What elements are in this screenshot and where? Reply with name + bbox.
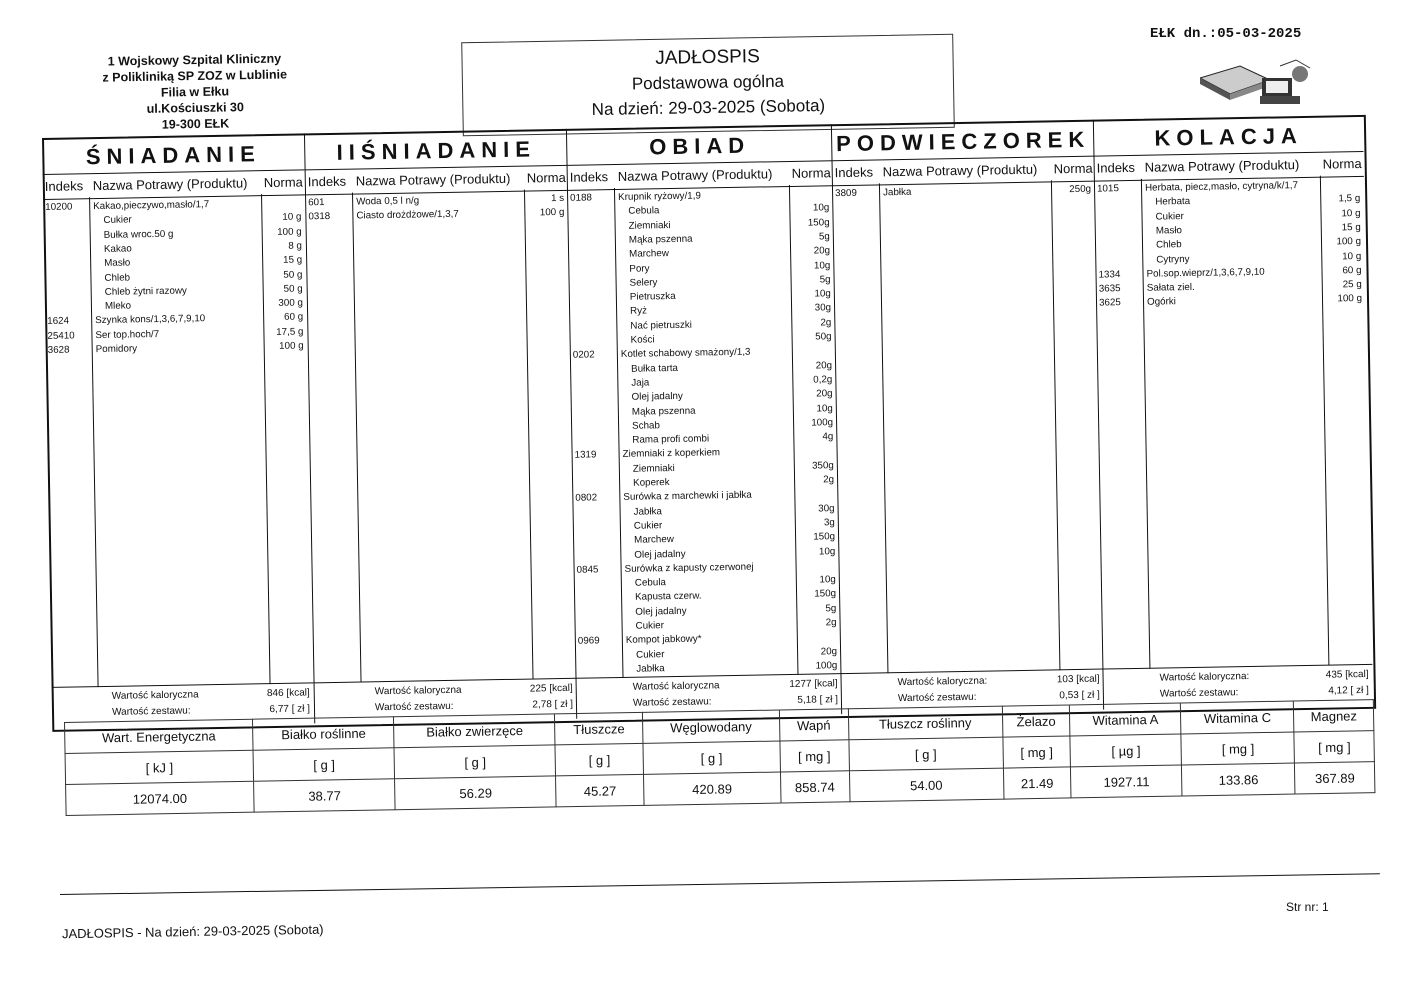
row-name: Ziemniaki xyxy=(628,219,671,232)
nutrient-name: Białko zwierzęce xyxy=(394,714,556,748)
row-norm: 50 g xyxy=(283,283,303,295)
diet-name: Podstawowa ogólna xyxy=(631,71,785,94)
row-norm: 50g xyxy=(815,331,832,343)
row-name: Kompot jabkowy* xyxy=(625,633,702,647)
hospital-line: Filia w Ełku xyxy=(160,84,230,100)
nutrient-value: 1927.11 xyxy=(1071,765,1182,798)
nutrient-unit: [ µg ] xyxy=(1070,734,1181,767)
row-norm: 1 s xyxy=(550,192,565,205)
row-name: Cukier xyxy=(1155,210,1184,223)
kcal-value: 1277 [kcal] xyxy=(789,678,838,691)
row-norm: 3g xyxy=(823,517,835,529)
header-norm: Norma xyxy=(791,165,831,181)
row-name: Pietruszka xyxy=(629,291,676,303)
footer-text: JADŁOSPIS - Na dzień: 29-03-2025 (Sobota) xyxy=(61,921,324,942)
nutrient-unit: [ g ] xyxy=(849,737,1004,771)
row-name: Kości xyxy=(630,334,655,346)
header-norm: Norma xyxy=(1322,155,1362,172)
row-norm: 2g xyxy=(823,474,835,486)
row-index: 1319 xyxy=(574,449,597,462)
column-divider xyxy=(352,193,362,683)
row-index: 3625 xyxy=(1098,297,1121,309)
kcal-value: 225 [kcal] xyxy=(529,682,573,695)
row-name: Jaja xyxy=(631,377,650,389)
row-norm: 15 g xyxy=(283,254,303,266)
meal-column xyxy=(1093,115,1373,710)
nutrient-unit: [ mg ] xyxy=(780,740,850,772)
row-norm: 10g xyxy=(816,402,833,415)
kcal-label: Wartość kaloryczna xyxy=(632,680,720,693)
row-norm: 10 g xyxy=(1341,207,1361,219)
row-norm: 100 g xyxy=(277,226,302,238)
row-name: Jabłka xyxy=(636,663,665,675)
row-norm: 100g xyxy=(815,660,838,672)
column-divider xyxy=(524,190,534,680)
row-name: Marchew xyxy=(629,248,669,260)
row-name: Jabłka xyxy=(633,505,663,518)
nutrient-unit: [ mg ] xyxy=(1294,731,1374,763)
menu-table xyxy=(42,115,1374,738)
row-name: Kotlet schabowy smażony/1,3 xyxy=(620,346,751,361)
nutrient-value: 420.89 xyxy=(644,772,781,805)
row-norm: 30g xyxy=(818,502,835,515)
row-norm: 30g xyxy=(814,302,832,314)
row-name: Ziemniaki z koperkiem xyxy=(622,447,721,461)
kcal-label: Wartość kaloryczna xyxy=(374,684,462,698)
row-name: Woda 0,5 l n/g xyxy=(356,195,420,208)
meal-column xyxy=(831,120,1104,715)
nutrient-unit: [ g ] xyxy=(394,745,556,779)
cost-label: Wartość zestawu: xyxy=(111,705,191,718)
row-name: Ogórki xyxy=(1146,296,1176,309)
header-norm: Norma xyxy=(526,169,566,186)
row-name: Masło xyxy=(1155,225,1183,237)
header-index: Indeks xyxy=(1096,159,1136,176)
row-norm: 60 g xyxy=(1342,264,1362,277)
row-index: 0188 xyxy=(570,192,593,204)
kcal-label: Wartość kaloryczna xyxy=(111,689,199,702)
row-norm: 20g xyxy=(813,245,831,257)
row-norm: 2g xyxy=(825,617,837,629)
row-norm: 20g xyxy=(816,388,833,400)
row-index: 3628 xyxy=(47,344,70,356)
row-name: Marchew xyxy=(634,534,674,546)
row-norm: 150g xyxy=(813,531,836,543)
row-norm: 10 g xyxy=(1342,250,1362,262)
row-norm: 100 g xyxy=(1337,293,1363,305)
nutrient-value: 38.77 xyxy=(254,779,396,812)
row-norm: 5g xyxy=(819,274,831,286)
row-index: 3809 xyxy=(834,187,857,200)
row-name: Cukier xyxy=(636,648,665,661)
row-name: Cukier xyxy=(103,214,132,227)
nutrient-value: 45.27 xyxy=(556,774,644,807)
row-name: Surówka z kapusty czerwonej xyxy=(624,561,754,575)
row-name: Ser top.hoch/7 xyxy=(95,328,160,341)
header-norm: Norma xyxy=(1053,160,1093,177)
row-name: Kakao,pieczywo,masło/1,7 xyxy=(93,199,210,213)
cost-value: 6,77 [ zł ] xyxy=(269,703,311,716)
column-header xyxy=(43,169,305,200)
row-norm: 300 g xyxy=(278,297,304,309)
row-name: Herbata, piecz,masło, cytryna/k/1,7 xyxy=(1144,180,1299,194)
nutrient-unit: [ g ] xyxy=(643,741,780,774)
row-norm: 10 g xyxy=(282,211,302,224)
nutrient-value: 56.29 xyxy=(395,776,557,810)
header-name: Nazwa Potrawy (Produktu) xyxy=(355,170,511,189)
row-norm: 10g xyxy=(812,202,830,214)
row-norm: 17,5 g xyxy=(276,326,304,338)
row-index: 10200 xyxy=(45,201,73,213)
row-name: Olej jadalny xyxy=(634,548,686,561)
row-name: Pol.sop.wieprz/1,3,6,7,9,10 xyxy=(1146,266,1265,280)
cost-value: 5,18 [ zł ] xyxy=(797,694,839,706)
row-index: 0802 xyxy=(575,492,598,505)
row-norm: 100 g xyxy=(539,207,565,219)
row-norm: 5g xyxy=(825,602,837,615)
header-index: Indeks xyxy=(834,164,874,181)
nutrient-unit: [ kJ ] xyxy=(65,750,254,784)
row-name: Cebula xyxy=(634,577,667,589)
row-name: Ziemniaki xyxy=(632,462,675,475)
row-norm: 50 g xyxy=(283,268,303,281)
row-name: Cytryny xyxy=(1156,253,1190,266)
hospital-line: ul.Kościuszki 30 xyxy=(146,100,245,116)
row-name: Chleb żytni razowy xyxy=(104,285,188,298)
cost-label: Wartość zestawu: xyxy=(374,700,454,714)
row-index: 0202 xyxy=(572,349,595,362)
page-number: Str nr: 1 xyxy=(1286,900,1329,914)
printed-date: EŁK dn.:05-03-2025 xyxy=(1150,26,1302,42)
column-divider xyxy=(1051,180,1061,670)
meal-column xyxy=(566,124,842,719)
kcal-label: Wartość kaloryczna: xyxy=(897,675,988,689)
row-norm: 10g xyxy=(818,545,836,558)
row-index: 1334 xyxy=(1098,268,1121,281)
row-name: Koperek xyxy=(633,477,670,489)
row-norm: 250g xyxy=(1069,183,1092,196)
column-divider xyxy=(879,183,889,673)
meal-title: ŚNIADANIE xyxy=(85,141,262,170)
header-name: Nazwa Potrawy (Produktu) xyxy=(92,175,248,194)
row-name: Szynka kons/1,3,6,7,9,10 xyxy=(95,313,206,327)
row-norm: 15 g xyxy=(1341,221,1361,234)
row-name: Selery xyxy=(629,277,658,289)
meal-title: OBIAD xyxy=(649,132,751,160)
hospital-line: z Polikliniką SP ZOZ w Lublinie xyxy=(102,67,288,85)
header-name: Nazwa Potrawy (Produktu) xyxy=(882,161,1038,180)
row-name: Cukier xyxy=(635,620,665,632)
row-index: 601 xyxy=(308,197,325,209)
kcal-value: 846 [kcal] xyxy=(266,687,310,700)
header-index: Indeks xyxy=(44,178,84,194)
row-name: Nać pietruszki xyxy=(630,319,692,332)
row-name: Masło xyxy=(104,257,131,270)
row-norm: 0,2g xyxy=(813,374,833,386)
header-index: Indeks xyxy=(569,169,609,185)
cost-value: 2,78 [ zł ] xyxy=(532,698,574,711)
meal-title: KOLACJA xyxy=(1154,122,1304,151)
row-index: 3635 xyxy=(1098,283,1121,295)
column-header xyxy=(306,165,568,196)
row-name: Bułka wroc.50 g xyxy=(103,228,174,241)
row-norm: 350g xyxy=(811,459,834,472)
row-norm: 100 g xyxy=(279,340,304,352)
row-index: 1015 xyxy=(1096,183,1119,195)
cost-label: Wartość zestawu: xyxy=(897,691,977,705)
meal-column xyxy=(304,129,577,724)
nutrient-value: 12074.00 xyxy=(66,781,255,815)
row-name: Cebula xyxy=(628,205,660,218)
nutrient-value: 21.49 xyxy=(1003,767,1071,799)
nutrient-value: 367.89 xyxy=(1295,762,1375,794)
nutrient-name: Białko roślinne xyxy=(253,717,395,750)
row-name: Jabłka xyxy=(882,186,912,199)
kcal-value: 435 [kcal] xyxy=(1325,668,1369,681)
row-norm: 25 g xyxy=(1342,279,1362,291)
nutrient-value: 54.00 xyxy=(849,768,1004,802)
header-norm: Norma xyxy=(263,174,303,191)
nutrient-name: Magnez xyxy=(1294,700,1374,732)
hospital-line: 19-300 EŁK xyxy=(161,116,230,132)
row-norm: 10g xyxy=(819,574,836,586)
row-name: Mąka pszenna xyxy=(628,233,693,246)
row-index: 25410 xyxy=(47,330,75,342)
meal-title: PODWIECZOREK xyxy=(835,126,1091,157)
cost-value: 0,53 [ zł ] xyxy=(1059,689,1100,702)
header-index: Indeks xyxy=(307,173,347,190)
row-index: 1624 xyxy=(47,315,70,328)
header-name: Nazwa Potrawy (Produktu) xyxy=(617,166,773,184)
row-norm: 4g xyxy=(822,431,834,443)
header-name: Nazwa Potrawy (Produktu) xyxy=(1144,157,1300,175)
row-name: Cukier xyxy=(633,520,663,532)
row-name: Ryż xyxy=(630,305,648,318)
row-name: Krupnik ryżowy/1,9 xyxy=(618,190,701,203)
nutrient-name: Witamina C xyxy=(1181,701,1295,734)
row-norm: 10g xyxy=(814,288,831,300)
row-name: Rama profi combi xyxy=(632,433,710,446)
row-name: Sałata ziel. xyxy=(1146,281,1195,294)
row-norm: 10g xyxy=(813,259,831,272)
nutrient-value: 133.86 xyxy=(1182,763,1296,796)
row-norm: 5g xyxy=(818,231,830,243)
nutrient-name: Witamina A xyxy=(1070,703,1181,736)
cost-label: Wartość zestawu: xyxy=(1159,687,1239,700)
cost-label: Wartość zestawu: xyxy=(632,696,712,709)
row-name: Olej jadalny xyxy=(631,391,683,403)
nutrient-unit: [ mg ] xyxy=(1002,736,1070,768)
menu-row xyxy=(833,184,1095,203)
meal-column xyxy=(42,133,314,727)
row-norm: 100g xyxy=(811,417,834,429)
row-norm: 60 g xyxy=(283,311,304,324)
menu-day: Na dzień: 29-03-2025 (Sobota) xyxy=(591,95,826,120)
nutrient-unit: [ g ] xyxy=(253,748,395,781)
row-norm: 20g xyxy=(815,359,833,372)
nutrient-name: Wart. Energetyczna xyxy=(65,719,254,753)
nutrient-name: Wapń xyxy=(779,709,849,741)
row-name: Ciasto drożdżowe/1,3,7 xyxy=(356,209,459,222)
nutrient-name: Tłuszcze xyxy=(555,712,643,745)
book-computer-logo xyxy=(1200,58,1320,108)
row-name: Kapusta czerw. xyxy=(635,590,702,604)
row-index: 0318 xyxy=(308,211,331,223)
kcal-value: 103 [kcal] xyxy=(1056,673,1100,686)
meal-title: IIŚNIADANIE xyxy=(336,136,537,165)
row-name: Bułka tarta xyxy=(631,362,679,375)
row-name: Kakao xyxy=(103,243,132,255)
title-box xyxy=(461,34,955,137)
row-norm: 20g xyxy=(820,645,838,658)
row-norm: 150g xyxy=(814,588,837,600)
kcal-label: Wartość kaloryczna: xyxy=(1159,671,1250,684)
nutrient-name: Tłuszcz roślinny xyxy=(848,706,1003,740)
row-name: Chleb xyxy=(1155,239,1182,251)
row-index: 0969 xyxy=(577,635,600,648)
column-header xyxy=(833,156,1095,187)
row-norm: 1,5 g xyxy=(1338,193,1361,205)
hospital-line: 1 Wojskowy Szpital Kliniczny xyxy=(107,51,282,69)
footer-rule xyxy=(60,873,1380,895)
row-name: Olej jadalny xyxy=(635,605,687,618)
row-name: Pomidory xyxy=(95,343,138,356)
row-name: Chleb xyxy=(104,271,131,284)
hospital-address xyxy=(69,50,320,134)
row-name: Herbata xyxy=(1155,196,1191,208)
nutrient-value: 858.74 xyxy=(780,771,850,803)
row-norm: 2g xyxy=(820,316,832,329)
row-name: Surówka z marchewki i jabłka xyxy=(623,489,752,504)
nutrient-unit: [ g ] xyxy=(555,743,643,776)
row-norm: 100 g xyxy=(1336,236,1362,248)
cost-value: 4,12 [ zł ] xyxy=(1328,684,1369,697)
column-header xyxy=(1094,151,1363,182)
menu-title: JADŁOSPIS xyxy=(655,46,760,69)
row-name: Mąka pszenna xyxy=(631,405,696,418)
nutrient-name: Żelazo xyxy=(1002,705,1070,737)
row-name: Pory xyxy=(629,262,650,275)
row-norm: 150g xyxy=(807,216,830,229)
row-norm: 8 g xyxy=(288,240,303,252)
row-name: Schab xyxy=(632,420,660,432)
column-header xyxy=(568,160,833,191)
row-name: Mleko xyxy=(104,300,132,313)
nutrient-unit: [ mg ] xyxy=(1181,732,1295,765)
nutrient-name: Węglowodany xyxy=(642,710,779,743)
row-index: 0845 xyxy=(576,564,599,576)
